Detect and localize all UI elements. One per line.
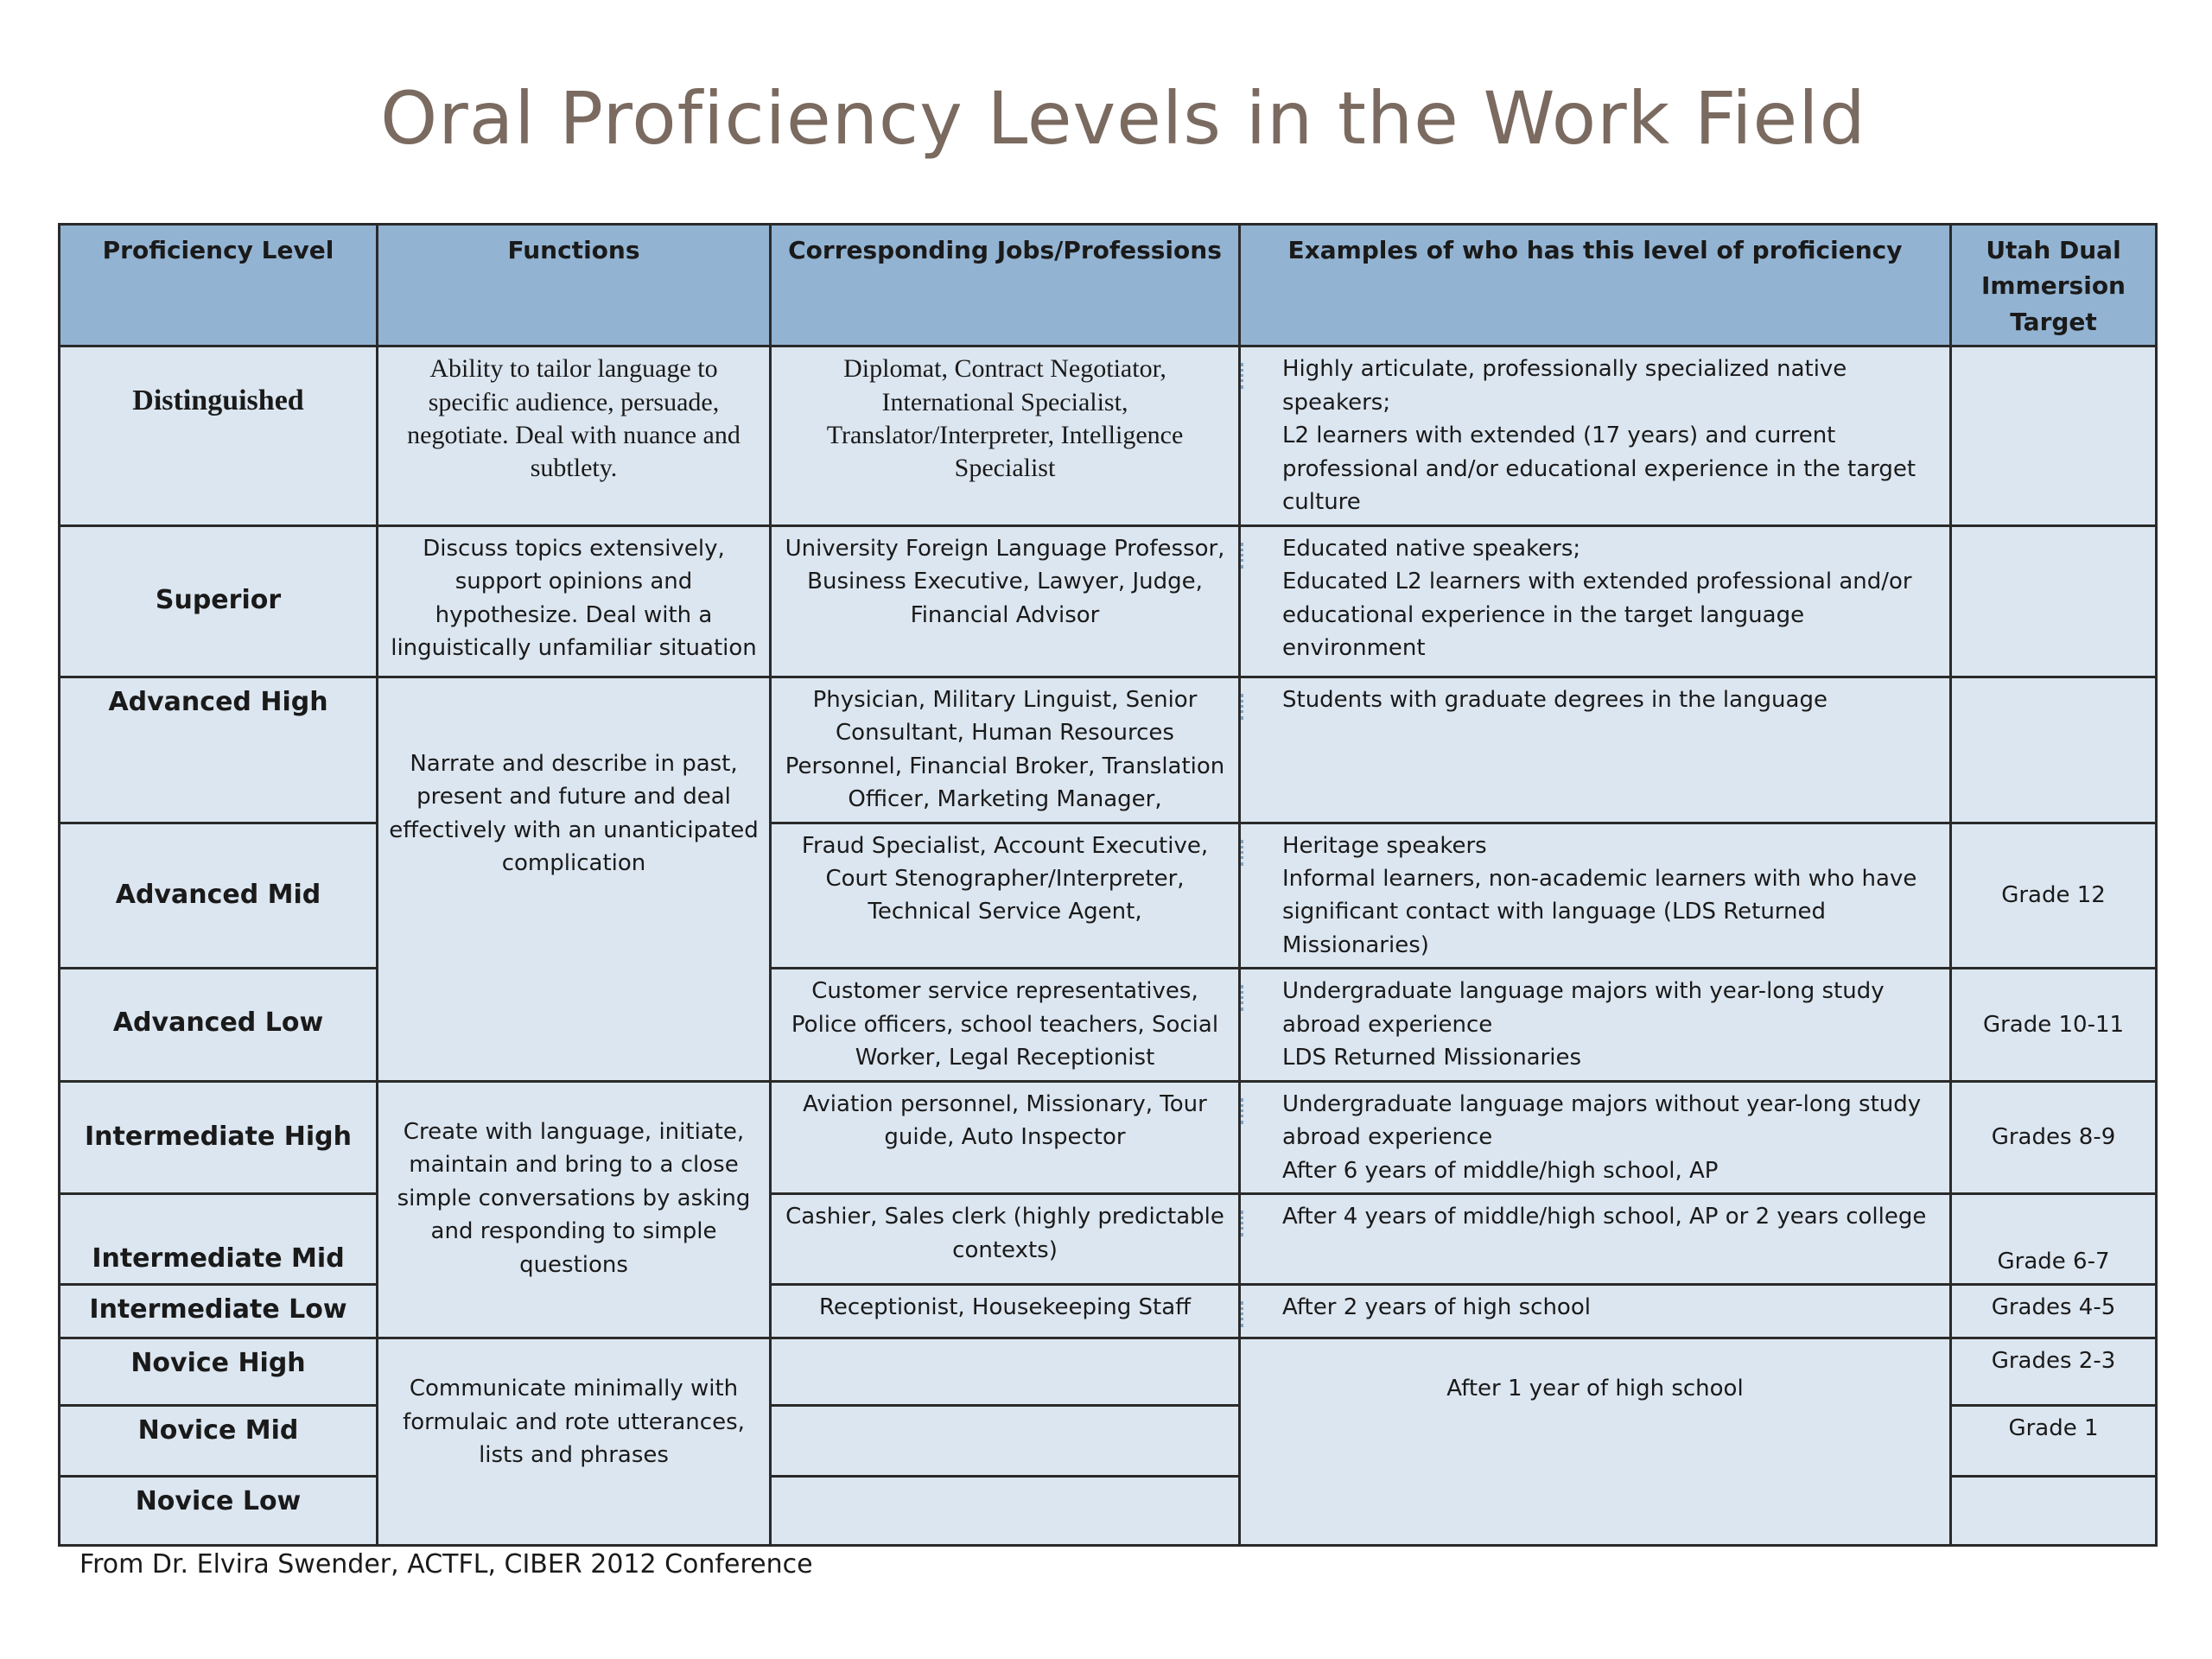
jobs-intermediate-mid: Cashier, Sales clerk (highly predictable contexts)	[771, 1194, 1240, 1285]
header-jobs: Corresponding Jobs/Professions	[771, 225, 1240, 346]
functions-intermediate: Create with language, initiate, maintain and bring to a close simple conversations by asking and responding to simple questions	[378, 1081, 771, 1338]
page-title: Oral Proficiency Levels in the Work Field	[380, 76, 1866, 161]
level-novice-low: Novice Low	[60, 1477, 378, 1546]
target-intermediate-mid: Grade 6-7	[1951, 1194, 2157, 1285]
target-advanced-mid: Grade 12	[1951, 823, 2157, 969]
level-advanced-high: Advanced High	[60, 677, 378, 823]
jobs-distinguished: Diplomat, Contract Negotiator, International Specialist, Translator/Interpreter, Intelligence Specialist	[771, 346, 1240, 525]
functions-novice: Communicate minimally with formulaic and rote utterances, lists and phrases	[378, 1338, 771, 1546]
header-functions: Functions	[378, 225, 771, 346]
target-intermediate-low: Grades 4-5	[1951, 1285, 2157, 1338]
level-advanced-low: Advanced Low	[60, 969, 378, 1081]
header-target: Utah Dual Immersion Target	[1951, 225, 2157, 346]
example-line: L2 learners with extended (17 years) and current professional and/or educational experience in the target culture	[1282, 423, 1916, 516]
table-row-superior	[60, 525, 2157, 677]
header-row	[60, 225, 2157, 346]
table-row-advanced-low	[60, 969, 2157, 1081]
examples-superior	[1240, 525, 1951, 677]
level-superior: Superior	[60, 525, 378, 677]
example-line: LDS Returned Missionaries	[1282, 1045, 1582, 1071]
target-distinguished	[1951, 346, 2157, 525]
example-line: After 2 years of high school	[1282, 1294, 1591, 1321]
examples-intermediate-mid	[1240, 1194, 1951, 1285]
table-row-intermediate-low	[60, 1285, 2157, 1338]
table-row-distinguished	[60, 346, 2157, 525]
target-novice-mid: Grade 1	[1951, 1406, 2157, 1477]
jobs-advanced-high: Physician, Military Linguist, Senior Consultant, Human Resources Personnel, Financial Broker, Translation Officer, Marketing Manager,	[771, 677, 1240, 823]
example-line: Students with graduate degrees in the language	[1282, 686, 1827, 713]
examples-intermediate-high	[1240, 1081, 1951, 1193]
table-row-novice-high	[60, 1338, 2157, 1406]
level-distinguished: Distinguished	[60, 346, 378, 525]
jobs-intermediate-low: Receptionist, Housekeeping Staff	[771, 1285, 1240, 1338]
target-novice-high: Grades 2-3	[1951, 1338, 2157, 1406]
source-footer: From Dr. Elvira Swender, ACTFL, CIBER 2012 Conference	[79, 1549, 813, 1580]
target-advanced-high	[1951, 677, 2157, 823]
target-superior	[1951, 525, 2157, 677]
functions-advanced: Narrate and describe in past, present and future and deal effectively with an unanticipated complication	[378, 677, 771, 1081]
jobs-novice-low	[771, 1477, 1240, 1546]
example-line: Informal learners, non-academic learners with who have significant contact with language (LDS Returned Missionaries)	[1282, 866, 1917, 958]
example-line: After 4 years of middle/high school, AP or 2 years college	[1282, 1204, 1927, 1230]
target-intermediate-high: Grades 8-9	[1951, 1081, 2157, 1193]
table-row-advanced-high	[60, 677, 2157, 823]
example-line: Heritage speakers	[1282, 832, 1487, 859]
proficiency-table	[58, 223, 2158, 1547]
examples-novice: After 1 year of high school	[1240, 1338, 1951, 1546]
examples-advanced-high	[1240, 677, 1951, 823]
jobs-advanced-low: Customer service representatives, Police officers, school teachers, Social Worker, Legal Receptionist	[771, 969, 1240, 1081]
jobs-intermediate-high: Aviation personnel, Missionary, Tour guide, Auto Inspector	[771, 1081, 1240, 1193]
level-intermediate-low: Intermediate Low	[60, 1285, 378, 1338]
examples-advanced-mid	[1240, 823, 1951, 969]
functions-superior: Discuss topics extensively, support opinions and hypothesize. Deal with a linguistically unfamiliar situation	[378, 525, 771, 677]
level-intermediate-high: Intermediate High	[60, 1081, 378, 1193]
examples-intermediate-low	[1240, 1285, 1951, 1338]
level-advanced-mid: Advanced Mid	[60, 823, 378, 969]
header-level: Proficiency Level	[60, 225, 378, 346]
level-novice-mid: Novice Mid	[60, 1406, 378, 1477]
table-row-intermediate-high	[60, 1081, 2157, 1193]
example-line: Educated native speakers;	[1282, 535, 1581, 562]
example-line: Highly articulate, professionally specialized native speakers;	[1282, 356, 1847, 416]
level-novice-high: Novice High	[60, 1338, 378, 1406]
header-examples: Examples of who has this level of proficiency	[1240, 225, 1951, 346]
example-line: Undergraduate language majors with year-long study abroad experience	[1282, 978, 1885, 1038]
example-line: Undergraduate language majors without year-long study abroad experience	[1282, 1090, 1922, 1151]
target-novice-low	[1951, 1477, 2157, 1546]
example-line: After 6 years of middle/high school, AP	[1282, 1157, 1719, 1184]
examples-distinguished	[1240, 346, 1951, 525]
jobs-novice-mid	[771, 1406, 1240, 1477]
example-line: Educated L2 learners with extended professional and/or educational experience in the target language environment	[1282, 569, 1912, 662]
target-advanced-low: Grade 10-11	[1951, 969, 2157, 1081]
table-row-intermediate-mid	[60, 1194, 2157, 1285]
functions-distinguished: Ability to tailor language to specific audience, persuade, negotiate. Deal with nuance and subtlety.	[378, 346, 771, 525]
examples-advanced-low	[1240, 969, 1951, 1081]
level-intermediate-mid: Intermediate Mid	[60, 1194, 378, 1285]
jobs-novice-high	[771, 1338, 1240, 1406]
table-row-advanced-mid	[60, 823, 2157, 969]
jobs-superior: University Foreign Language Professor, Business Executive, Lawyer, Judge, Financial Advisor	[771, 525, 1240, 677]
jobs-advanced-mid: Fraud Specialist, Account Executive, Court Stenographer/Interpreter, Technical Service Agent,	[771, 823, 1240, 969]
